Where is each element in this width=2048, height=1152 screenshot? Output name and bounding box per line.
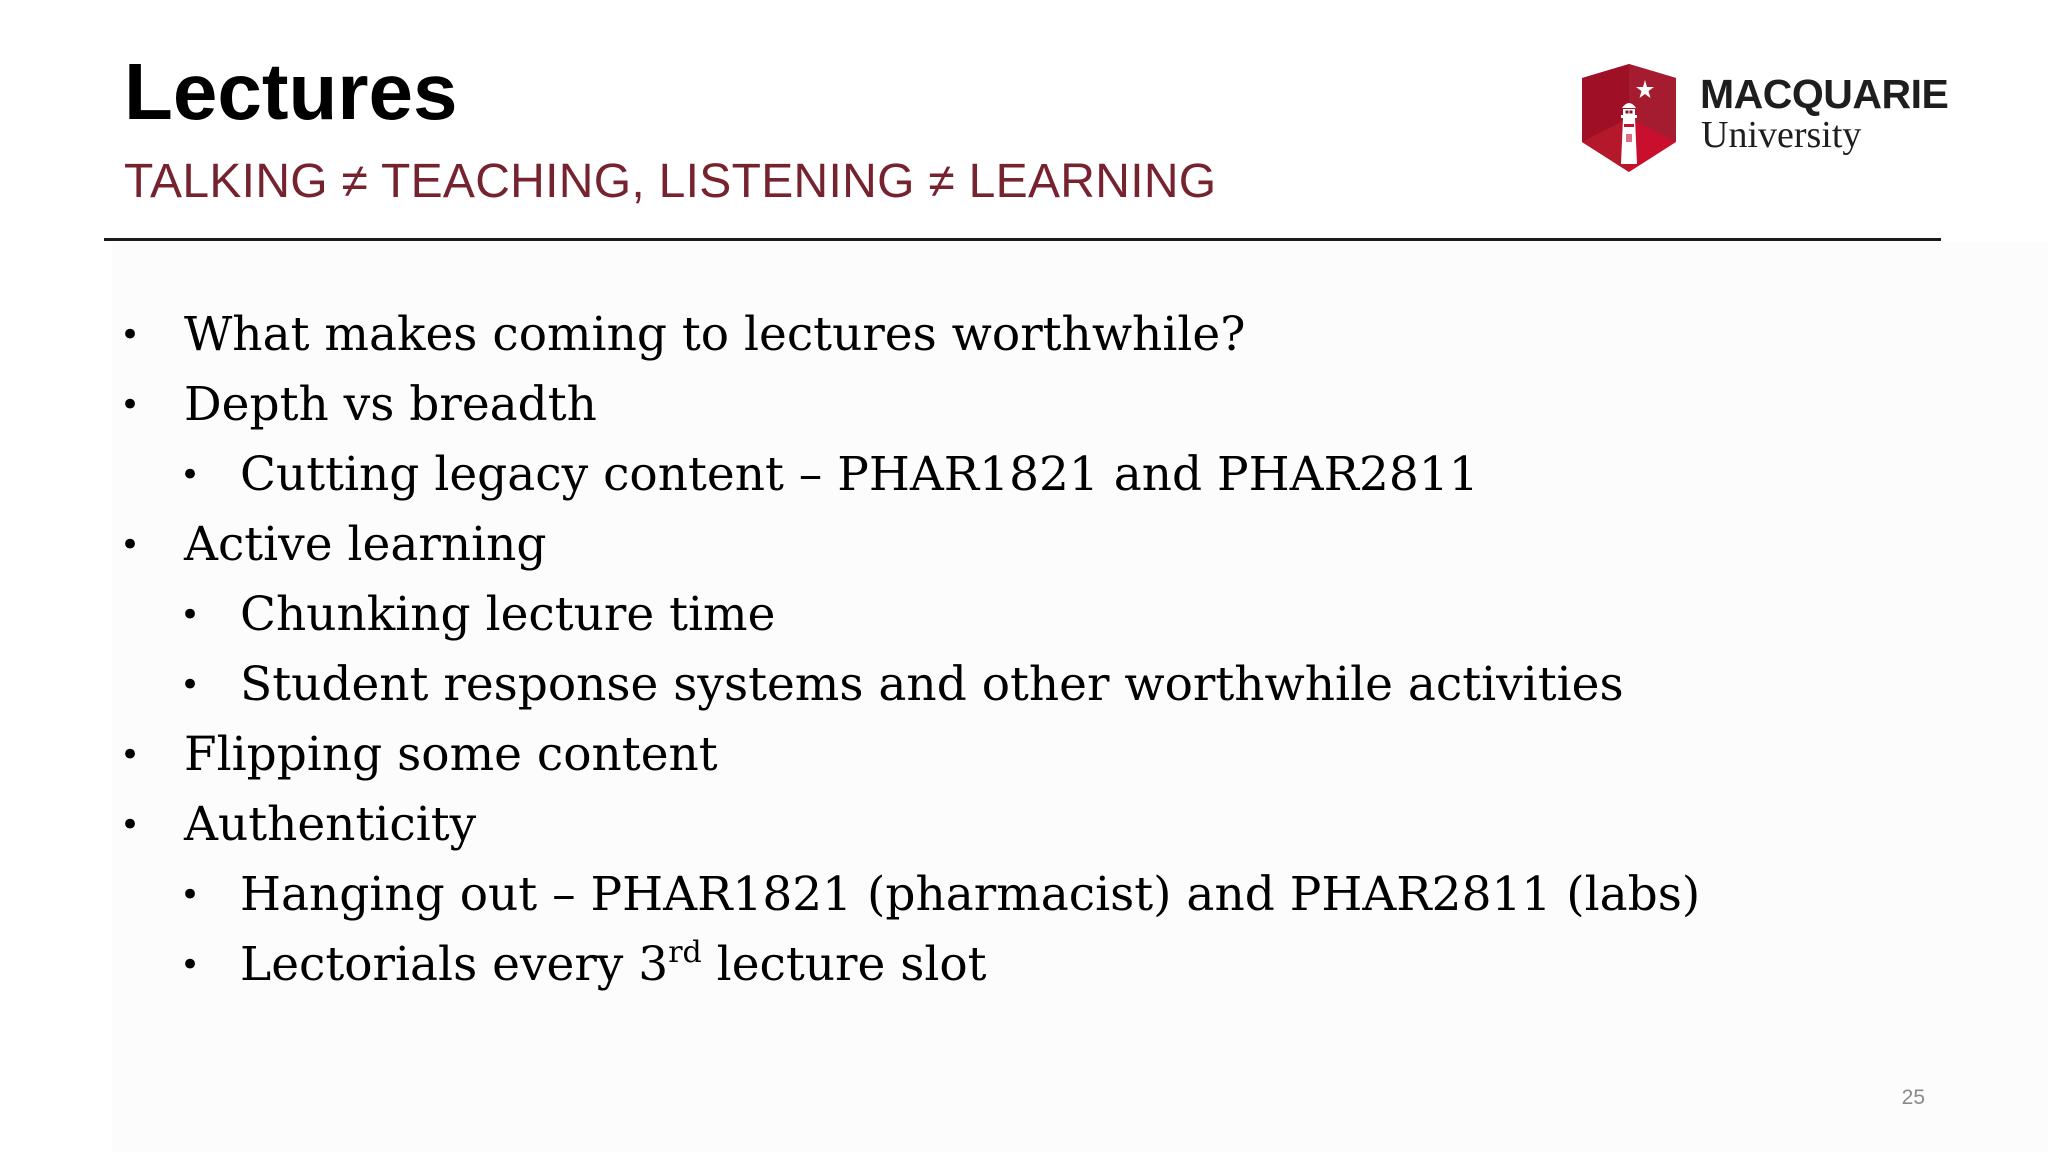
sub-bullet-item [118,650,1918,720]
bullet-text-end: lecture slot [701,937,987,992]
bullet-item [118,790,1918,860]
bullet-text: Depth vs breadth [184,377,597,432]
bullet-text: Active learning [184,517,547,572]
bullet-icon: • [180,595,201,635]
logo-wordmark: MACQUARIE [1700,71,1949,117]
bullet-list [118,300,1918,1000]
bullet-icon: • [180,875,201,915]
sub-bullet-item [118,930,1918,1000]
bullet-text: What makes coming to lectures worthwhile? [184,307,1246,362]
bullet-text: Authenticity [184,797,477,852]
sub-bullet-item [118,860,1918,930]
bullet-text [240,930,987,1000]
sub-bullet-item [118,440,1918,510]
bullet-item [118,300,1918,370]
bullet-text-start: Lectorials every 3 [240,937,669,992]
bullet-text: Flipping some content [184,727,718,782]
bullet-icon: • [120,315,141,355]
slide-number: 25 [1901,1086,1925,1109]
bullet-icon: • [120,805,141,845]
ordinal-superscript: rd [668,935,702,970]
bullet-text: Chunking lecture time [240,587,776,642]
sub-bullet-item [118,580,1918,650]
bullet-text: Hanging out – PHAR1821 (pharmacist) and PHAR2811 (labs) [240,867,1701,922]
bullet-icon: • [180,665,201,705]
bullet-text: Student response systems and other worthwhile activities [240,657,1624,712]
university-logo [1582,64,1952,174]
bullet-icon: • [180,945,201,985]
logo-subtitle: University [1701,114,1862,156]
bullet-icon: • [120,525,141,565]
bullet-item [118,370,1918,440]
bullet-item [118,510,1918,580]
bullet-text: Cutting legacy content – PHAR1821 and PHAR2811 [240,447,1479,502]
slide-title: Lectures [124,47,458,136]
bullet-icon: • [120,735,141,775]
bullet-icon: • [120,385,141,425]
bullet-item [118,720,1918,790]
slide-subtitle: TALKING ≠ TEACHING, LISTENING ≠ LEARNING [124,155,1217,208]
header-divider [104,238,1941,241]
bullet-icon: • [180,455,201,495]
lighthouse-shield-icon [1582,64,1676,172]
